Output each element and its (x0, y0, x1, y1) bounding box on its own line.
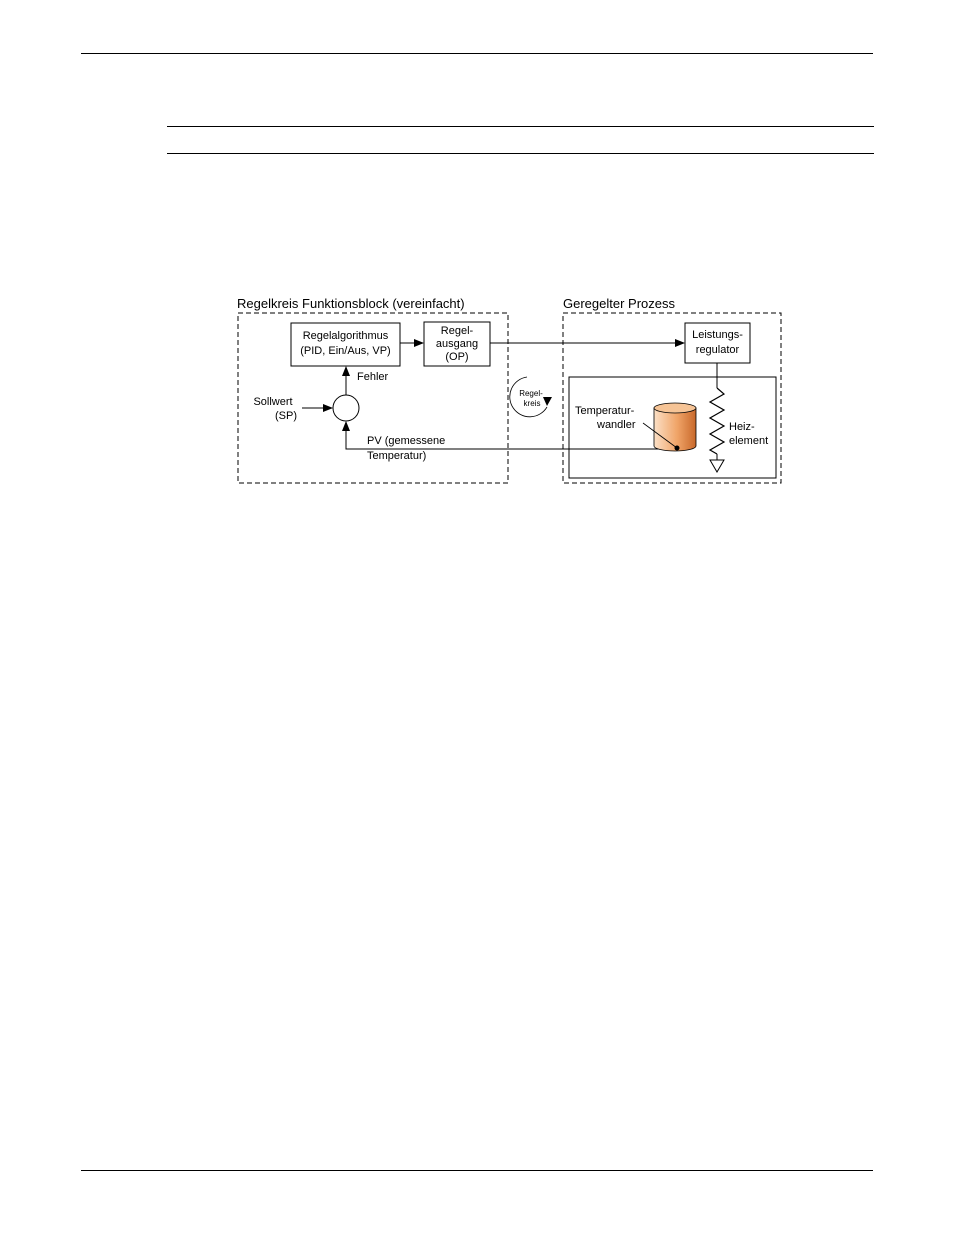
algorithm-label-line1: Regelalgorithmus (302, 330, 389, 342)
loop-label-line1: Regel- (519, 389, 543, 398)
pv-label-line1: PV (gemessene (367, 435, 446, 447)
output-label-line2: ausgang (435, 338, 479, 350)
power-regulator-line2: regulator (695, 344, 740, 356)
loop-label-line2: kreis (523, 399, 541, 408)
sensor-label-line1: Temperatur- (575, 405, 635, 417)
heater-resistor (710, 388, 724, 454)
heater-label-line1: Heiz- (729, 421, 755, 433)
setpoint-label-line1: Sollwert (253, 396, 293, 408)
sensor-dot (675, 446, 680, 451)
output-label-line1: Regel- (440, 325, 474, 337)
left-group-title: Regelkreis Funktionsblock (vereinfacht) (237, 296, 465, 311)
right-group-title: Geregelter Prozess (563, 296, 675, 311)
power-regulator-line1: Leistungs- (692, 329, 743, 341)
tank-body (654, 408, 696, 451)
heater-label-line2: element (729, 435, 769, 447)
error-label: Fehler (357, 371, 389, 383)
tank-top (654, 403, 696, 413)
algorithm-label-line2: (PID, Ein/Aus, VP) (300, 345, 391, 357)
sensor-label-line2: wandler (597, 419, 636, 431)
ground-symbol (710, 460, 724, 472)
pv-label-line2: Temperatur) (367, 450, 427, 462)
setpoint-label-line2: (SP) (275, 410, 297, 422)
output-label-line3: (OP) (445, 351, 469, 363)
summing-junction (333, 395, 359, 421)
loop-indicator-arrowhead (543, 397, 552, 406)
